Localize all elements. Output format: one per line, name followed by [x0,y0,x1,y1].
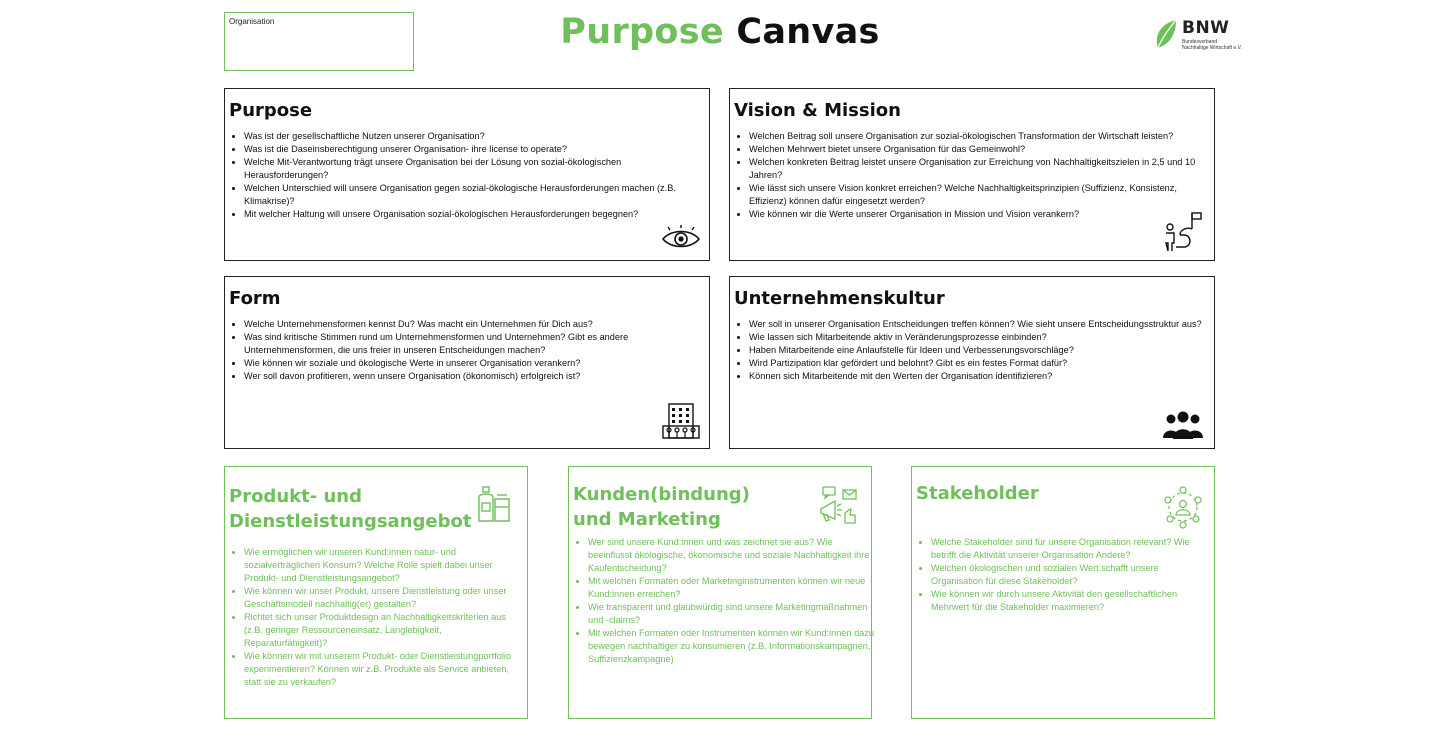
list-item: • Wie transparent und glaubwürdig sind unsere Marketingmaßnahmen und -claims? [588,601,876,627]
question-list [229,318,694,383]
list-item: • Mit welchen Formaten oder Instrumenten können wir Kund:innen dazu bewegen nachhaltiger zu konsumieren (z.B. Informationskampagnen, Suffizienzkampagne) [588,627,876,666]
title-canvas: Canvas [736,12,880,52]
logo-name: BNW [1182,18,1230,38]
building-icon [661,402,701,440]
logo-subtitle: Bundesverband Nachhaltige Wirtschaft e.V. [1182,39,1242,51]
list-item: • Wie können wir unser Produkt, unsere Dienstleistung oder unser Geschäftsmodell nachhaltig(er) gestalten? [244,585,526,611]
card-produkt[interactable] [224,466,528,719]
card-title: Kunden(bindung) und Marketing [573,484,750,530]
list-item: • Mit welchen Formaten oder Marketinginstrumenten können wir neue Kund:innen erreichen? [588,575,876,601]
card-stakeholder[interactable] [911,466,1215,719]
stakeholder-network-icon [1162,485,1204,529]
list-item: • Wie ermöglichen wir unseren Kund:innen natur- und sozialverträglichen Konsum? Welche Rolle spielt dabei unser Produkt- und Dienstleistungsangebot? [244,546,526,585]
list-item: • Was sind kritische Stimmen rund um Unternehmensformen und Unternehmen? Gibt es andere Unternehmensformen, die uns freier in unseren Entscheidungen machen? [244,331,694,357]
list-item: • Welchen konkreten Beitrag leistet unsere Organisation zur Erreichung von Nachhaltigkeitszielen in 2,5 und 10 Jahren? [749,156,1211,182]
list-item: • Wie lässt sich unsere Vision konkret erreichen? Welche Nachhaltigkeitsprinzipien (Suffizienz, Konsistenz, Effizienz) können dafür eingesetzt werden? [749,182,1211,208]
list-item: • Welchen Beitrag soll unsere Organisation zur sozial-ökologischen Transformation der Wirtschaft leisten? [749,130,1211,143]
card-title: Purpose [229,100,313,121]
card-title: Vision & Mission [734,100,901,121]
question-list [916,536,1201,614]
list-item: • Welchen Unterschied will unsere Organisation gegen sozial-ökologische Herausforderungen machen (z.B. Klimakrise)? [244,182,694,208]
list-item: • Wer soll in unserer Organisation Entscheidungen treffen können? Wie sieht unsere Entscheidungsstruktur aus? [749,318,1211,331]
organisation-label: Organisation [229,17,275,26]
list-item: • Was ist der gesellschaftliche Nutzen unserer Organisation? [244,130,694,143]
list-item: • Richtet sich unser Produktdesign an Nachhaltigkeitskriterien aus (z.B. geringer Ressourceneinsatz, Langlebigkeit, Reparaturfähigkeit)? [244,611,526,650]
question-list [229,546,526,689]
list-item: • Was ist die Daseinsberechtigung unserer Organisation- ihre license to operate? [244,143,694,156]
marketing-megaphone-icon [817,485,859,525]
title-purpose: Purpose [560,12,724,52]
list-item: • Welche Mit-Verantwortung trägt unsere Organisation bei der Lösung von sozial-ökologischen Herausforderungen? [244,156,694,182]
products-icon [475,485,513,523]
list-item: • Wird Partizipation klar gefördert und belohnt? Gibt es ein festes Format dafür? [749,357,1211,370]
goal-path-icon [1162,211,1204,251]
people-group-icon [1162,410,1204,440]
card-title: Form [229,288,281,309]
list-item: • Wie können wir mit unserem Produkt- oder Dienstleistungportfolio experimentieren? Können wir z.B. Produkte als Service anbieten, statt sie zu verkaufen? [244,650,526,689]
card-title: Stakeholder [916,483,1039,504]
card-kunden-marketing[interactable] [568,466,872,719]
card-form[interactable] [224,276,710,449]
card-vision-mission[interactable] [729,88,1215,261]
list-item: • Wie können wir soziale und ökologische Werte in unserer Organisation verankern? [244,357,694,370]
question-list [734,130,1211,221]
card-title: Produkt- und Dienstleistungsangebot [229,486,472,532]
list-item: • Welchen Mehrwert bietet unsere Organisation für das Gemeinwohl? [749,143,1211,156]
list-item: • Wer sind unsere Kund:innen und was zeichnet sie aus? Wie beeinflusst ökologische, ökonomische und soziale Nachhaltigkeit ihre Kaufentscheidung? [588,536,876,575]
question-list [229,130,694,221]
list-item: • Welche Stakeholder sind für unsere Organisation relevant? Wie betrifft die Aktivität unserer Organisation Andere? [931,536,1201,562]
list-item: • Wie können wir durch unsere Aktivität den gesellschaftlichen Mehrwert für die Stakeholder maximieren? [931,588,1201,614]
eye-icon [661,225,701,251]
leaf-icon [1154,18,1180,50]
list-item: • Welche Unternehmensformen kennst Du? Was macht ein Unternehmen für Dich aus? [244,318,694,331]
bnw-logo [1154,18,1242,60]
list-item: • Mit welcher Haltung will unsere Organisation sozial-ökologischen Herausforderungen begegnen? [244,208,694,221]
card-title: Unternehmenskultur [734,288,945,309]
card-unternehmenskultur[interactable] [729,276,1215,449]
list-item: • Können sich Mitarbeitende mit den Werten der Organisation identifizieren? [749,370,1211,383]
list-item: • Wer soll davon profitieren, wenn unsere Organisation (ökonomisch) erfolgreich ist? [244,370,694,383]
question-list [573,536,876,666]
list-item: • Welchen ökologischen und sozialen Wert schafft unsere Organisation für diese Stakeholder? [931,562,1201,588]
list-item: • Haben Mitarbeitende eine Anlaufstelle für Ideen und Verbesserungsvorschläge? [749,344,1211,357]
question-list [734,318,1211,383]
card-purpose[interactable] [224,88,710,261]
list-item: • Wie können wir die Werte unserer Organisation in Mission und Vision verankern? [749,208,1211,221]
list-item: • Wie lassen sich Mitarbeitende aktiv in Veränderungsprozesse einbinden? [749,331,1211,344]
